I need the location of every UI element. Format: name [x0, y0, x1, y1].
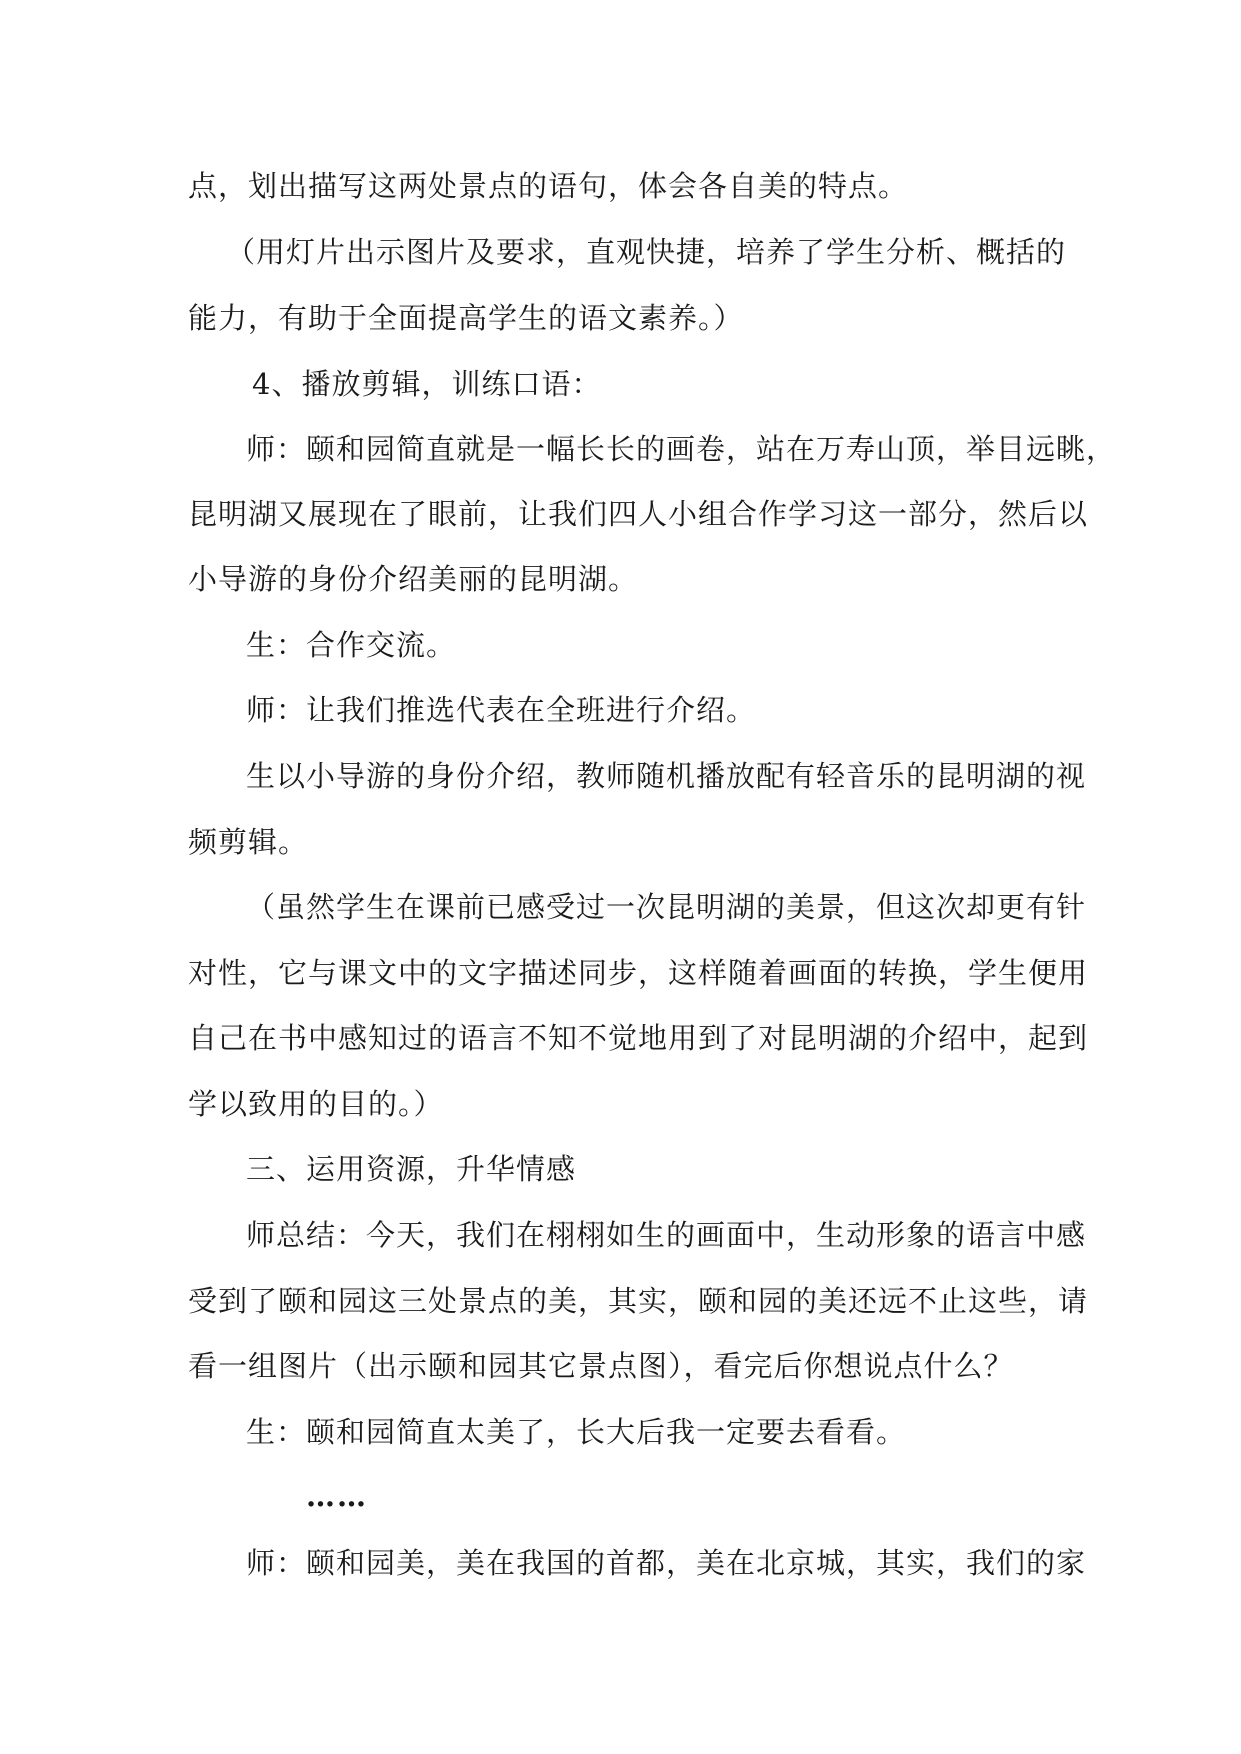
text-line-22: 师：颐和园美，美在我国的首都，美在北京城，其实，我们的家 — [246, 1546, 1087, 1580]
text-line-18: 受到了颐和园这三处景点的美，其实，颐和园的美还远不止这些，请 — [188, 1284, 1089, 1318]
text-line-10: 生以小导游的身份介绍，教师随机播放配有轻音乐的昆明湖的视 — [246, 759, 1087, 793]
text-line-8: 生：合作交流。 — [246, 628, 457, 662]
text-line-14: 自己在书中感知过的语言不知不觉地用到了对昆明湖的介绍中，起到 — [188, 1021, 1089, 1055]
text-line-5: 师：颐和园简直就是一幅长长的画卷，站在万寿山顶，举目远眺， — [246, 432, 1117, 466]
text-line-7: 小导游的身份介绍美丽的昆明湖。 — [188, 562, 639, 596]
text-line-20: 生：颐和园简直太美了，长大后我一定要去看看。 — [246, 1415, 907, 1449]
text-line-12: （虽然学生在课前已感受过一次昆明湖的美景，但这次却更有针 — [246, 890, 1087, 924]
text-line-6: 昆明湖又展现在了眼前，让我们四人小组合作学习这一部分，然后以 — [188, 497, 1089, 531]
text-line-13: 对性，它与课文中的文字描述同步，这样随着画面的转换，学生便用 — [188, 956, 1089, 990]
text-line-4: 4、播放剪辑，训练口语： — [252, 367, 602, 401]
text-line-1: 点，划出描写这两处景点的语句，体会各自美的特点。 — [188, 169, 909, 203]
text-line-15: 学以致用的目的。） — [188, 1087, 444, 1121]
ellipsis: …… — [306, 1479, 368, 1513]
text-line-9: 师：让我们推选代表在全班进行介绍。 — [246, 693, 757, 727]
text-line-2: （用灯片出示图片及要求，直观快捷，培养了学生分析、概括的 — [226, 235, 1067, 269]
text-line-19: 看一组图片（出示颐和园其它景点图），看完后你想说点什么？ — [188, 1349, 1014, 1383]
text-line-11: 频剪辑。 — [188, 825, 309, 859]
section-heading: 三、运用资源，升华情感 — [246, 1152, 577, 1186]
text-line-17: 师总结：今天，我们在栩栩如生的画面中，生动形象的语言中感 — [246, 1218, 1087, 1252]
text-line-3: 能力，有助于全面提高学生的语文素养。） — [188, 301, 744, 335]
